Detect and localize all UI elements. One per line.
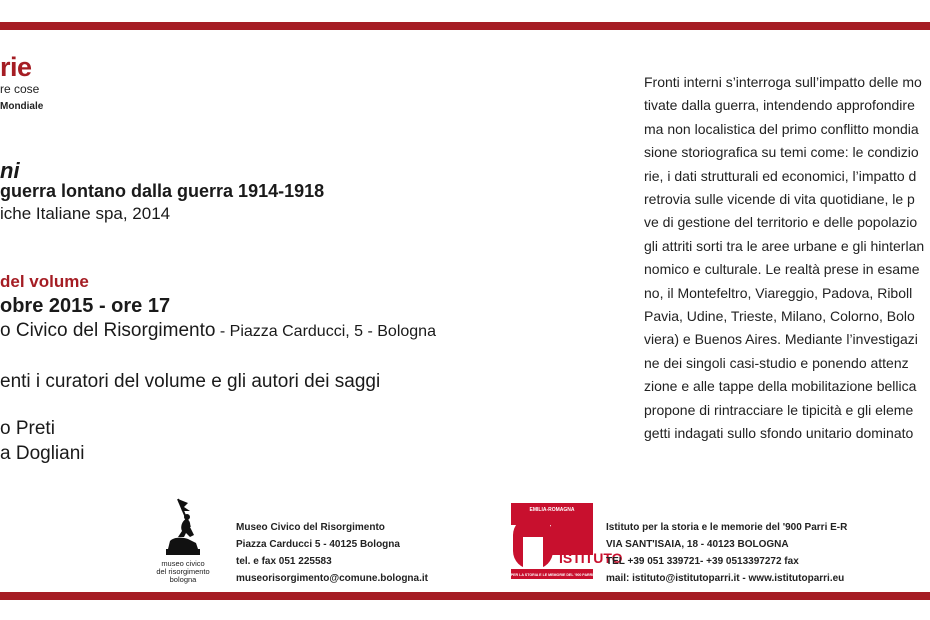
description-line: Fronti interni s’interroga sull’impatto delle mo [644,74,922,90]
description-line: ve di gestione del territorio e delle popolazio [644,214,918,231]
museum-contact [236,519,428,587]
description-line: propone di rintracciare le tipicità e gli eleme [644,401,914,418]
venue-name: o Civico del Risorgimento [0,320,216,341]
top-accent-bar [0,22,930,30]
museum-logo-line: bologna [169,575,197,584]
museum-address: Piazza Carducci 5 - 40125 Bologna [236,539,400,550]
description-line: getti indagati sullo sfondo unitario dominato [644,425,914,442]
description-line: zione e alle tappe della mobilitazione bellica [644,378,917,395]
institute-contact [606,519,847,587]
institute-logo-top: EMILIA-ROMAGNA [529,507,575,513]
book-title: ni [0,158,20,183]
museum-phone: tel. e fax 051 225583 [236,556,332,567]
book-subtitle: guerra lontano dalla guerra 1914-1918 [0,181,325,201]
museum-name: Museo Civico del Risorgimento [236,522,385,533]
presentation-venue [0,320,436,342]
presentation-attendees: enti i curatori del volume e gli autori dei saggi [0,371,381,392]
series-title: rie [0,52,32,82]
bottom-accent-bar [0,592,930,600]
institute-logo [510,503,623,581]
description-line: Pavia, Udine, Trieste, Milano, Colorno, Bolo [644,308,915,325]
description-line: ma non localistica del primo conflitto mondia [644,120,919,137]
speaker-1: o Preti [0,418,55,439]
description-line: viera) e Buenos Aires. Mediante l’investigazi [644,331,918,348]
speaker-2: a Dogliani [0,443,85,464]
series-subtitle-2: Mondiale [0,101,44,112]
presentation-label: del volume [0,272,89,291]
description-line: tivate dalla guerra, intendendo approfondire [644,97,915,114]
presentation-date: obre 2015 - ore 17 [0,295,171,317]
description-line: no, il Montefeltro, Viareggio, Padova, Riboll [644,284,913,301]
description-line: nomico e culturale. Le realtà prese in esame [644,261,920,278]
museum-logo-line: museo civico [161,559,205,568]
description-line: retrovia sulle vicende di vita quotidiane, le p [644,191,915,208]
institute-logo-word: ISTITUTO [559,550,623,566]
institute-address: VIA SANT'ISAIA, 18 - 40123 BOLOGNA [606,539,789,550]
description-line: rie, i dati strutturali ed economici, l’impatto d [644,167,917,184]
institute-phone: TEL +39 051 339721- +39 0513397272 fax [606,556,799,567]
statue-icon [160,497,206,559]
book-description [644,71,930,446]
series-subtitle: re cose [0,82,40,96]
description-line: sione storiografica su temi come: le condizio [644,144,919,161]
institute-web: mail: istituto@istitutoparri.it - www.istitutoparri.eu [606,573,845,584]
institute-name: Istituto per la storia e le memorie del '900 Parri E-R [606,522,848,533]
museum-logo [148,497,218,587]
museum-logo-line: del risorgimento [156,567,210,576]
description-line: gli attriti sorti tra le aree urbane e gli hinterlan [644,237,925,254]
institute-logo-bottom: PER LA STORIA E LE MEMORIE DEL '900 PARRI [510,573,594,577]
description-line: ne dei singoli casi-studio e ponendo attenz [644,354,909,371]
venue-address: - Piazza Carducci, 5 - Bologna [215,323,436,340]
museum-email: museorisorgimento@comune.bologna.it [236,573,428,584]
book-publisher: iche Italiane spa, 2014 [0,204,171,223]
